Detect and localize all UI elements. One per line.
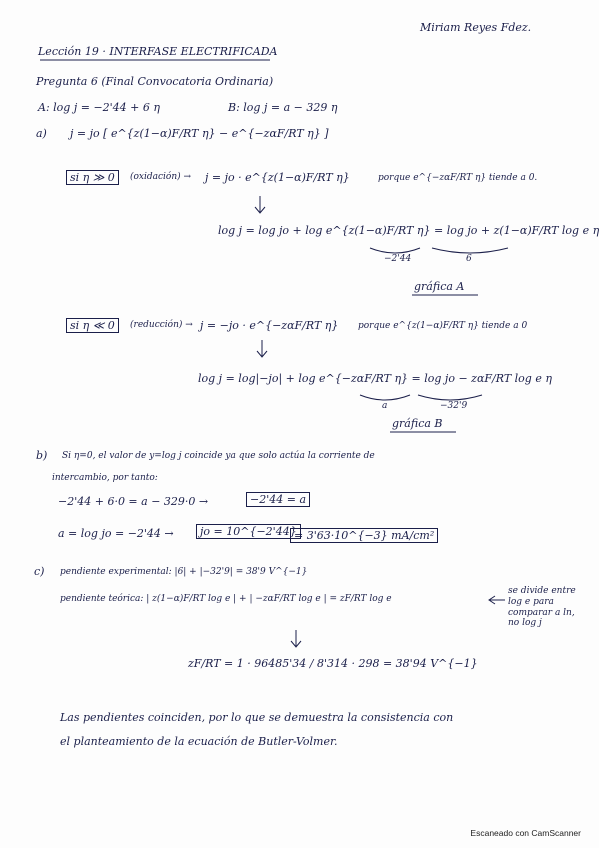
part-b-label: b) [36, 449, 48, 462]
graph-a-label: gráfica A [414, 280, 465, 293]
question-title: Pregunta 6 (Final Convocatoria Ordinaria) [36, 75, 274, 88]
cathodic-reason: porque e^{z(1−α)F/RT η} tiende a 0 [358, 321, 528, 331]
part-c-label: c) [34, 565, 45, 578]
part-b-text-line-1: Si η=0, el valor de y=log j coincide ya que solo actúa la corriente de [62, 451, 375, 461]
part-b-text-line-2: intercambio, por tanto: [52, 473, 158, 483]
anodic-slope-value: 6 [466, 254, 472, 264]
part-b-equation-1: −2'44 + 6·0 = a − 329·0 → [58, 495, 209, 508]
cathodic-slope-value: −32'9 [440, 401, 468, 411]
anodic-condition-box: si η ≫ 0 [66, 170, 119, 185]
graph-b-label: gráfica B [392, 417, 443, 430]
conclusion-line-1: Las pendientes coinciden, por lo que se demuestra la consistencia con [60, 711, 454, 724]
cathodic-condition-note: (reducción) → [130, 320, 193, 330]
arrow-down-2 [257, 340, 267, 357]
side-note: se divide entre log e para comparar a ln, no log j [508, 586, 576, 629]
note-arrow [489, 596, 505, 604]
cathodic-log-equation: log j = log|−jo| + log e^{−zαF/RT η} = log jo − zαF/RT log e η [198, 372, 552, 385]
anodic-log-equation: log j = log jo + log e^{z(1−α)F/RT η} = log jo + z(1−α)F/RT log e η [218, 224, 599, 237]
equation-a: A: log j = −2'44 + 6 η [38, 101, 160, 114]
scanner-watermark: Escaneado con CamScanner [470, 828, 581, 838]
anodic-reason: porque e^{−zαF/RT η} tiende a 0. [378, 173, 538, 183]
experimental-slope: pendiente experimental: |6| + |−32'9| = 38'9 V^{−1} [60, 567, 308, 577]
brace-4 [418, 395, 482, 400]
arrow-down-1 [255, 196, 265, 213]
slope-calculation: zF/RT = 1 · 96485'34 / 8'314 · 298 = 38'94 V^{−1} [188, 657, 478, 670]
part-b-jo-value: = 3'63·10^{−3} mA/cm² [290, 528, 438, 543]
anodic-intercept-value: −2'44 [384, 254, 412, 264]
part-b-jo-expression: jo = 10^{−2'44} [196, 524, 301, 539]
part-b-result-a: −2'44 = a [246, 492, 310, 507]
part-a-label: a) [36, 127, 47, 140]
author-name: Miriam Reyes Fdez. [420, 21, 532, 34]
brace-1 [370, 248, 420, 253]
arrow-down-3 [291, 630, 301, 647]
brace-2 [432, 248, 508, 253]
butler-volmer-equation: j = jo [ e^{z(1−α)F/RT η} − e^{−zαF/RT η} ] [70, 127, 329, 140]
anodic-current-equation: j = jo · e^{z(1−α)F/RT η} [205, 171, 350, 184]
lesson-title: Lección 19 · INTERFASE ELECTRIFICADA [38, 45, 278, 58]
equation-b: B: log j = a − 329 η [228, 101, 338, 114]
cathodic-condition-box: si η ≪ 0 [66, 318, 119, 333]
cathodic-current-equation: j = −jo · e^{−zαF/RT η} [200, 319, 339, 332]
cathodic-intercept-value: a [382, 401, 388, 411]
anodic-condition-note: (oxidación) → [130, 172, 192, 182]
conclusion-line-2: el planteamiento de la ecuación de Butler-Volmer. [60, 735, 338, 748]
theoretical-slope: pendiente teórica: | z(1−α)F/RT log e | + | −zαF/RT log e | = zF/RT log e [60, 594, 392, 604]
part-b-equation-2: a = log jo = −2'44 → [58, 527, 174, 540]
brace-3 [360, 395, 410, 400]
